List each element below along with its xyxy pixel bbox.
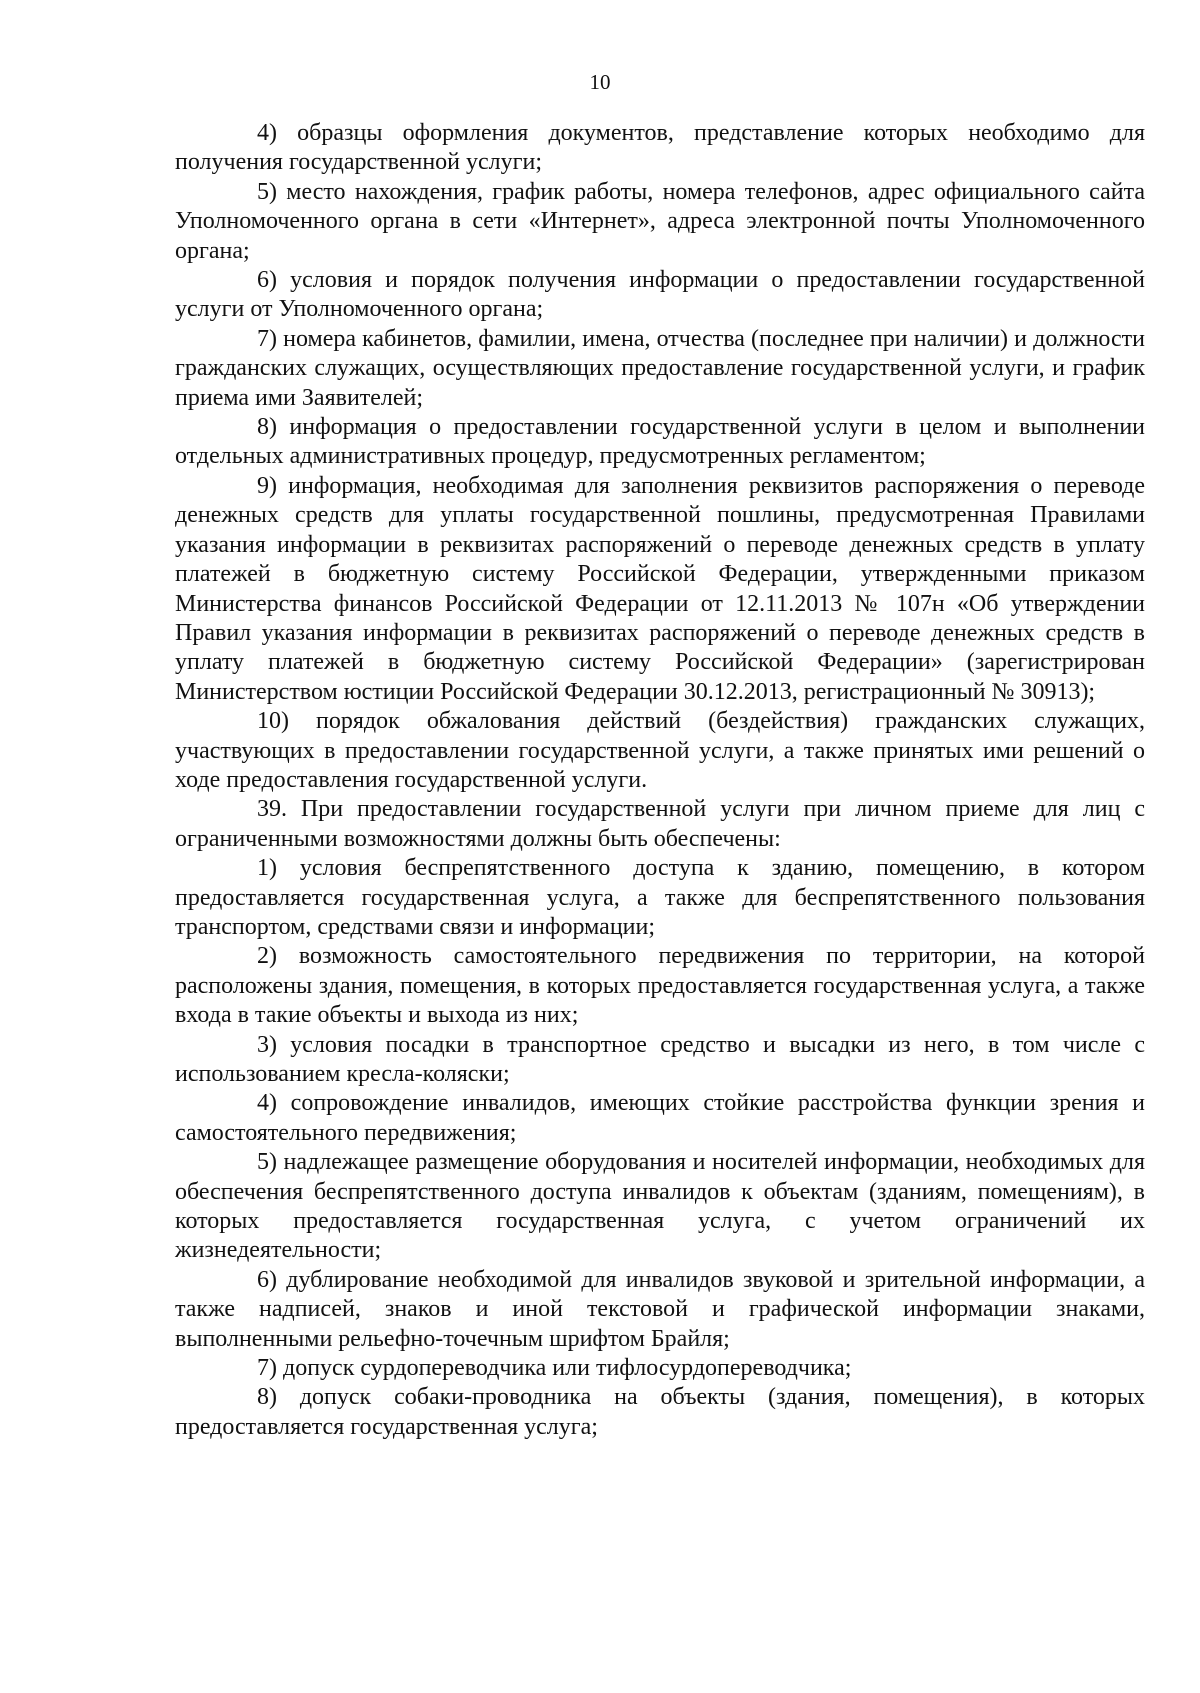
paragraph-sub-5: 5) надлежащее размещение оборудования и носителей информации, необходимых для обеспечения беспрепятственного доступа инвалидов к объектам (зданиям, помещениям), в которых предоставляется государственная услуга, с учетом ограничений их жизнедеятельности;: [175, 1149, 1145, 1264]
paragraph-item-8: 8) информация о предоставлении государственной услуги в целом и выполнении отдельных административных процедур, предусмотренных регламентом;: [175, 414, 1145, 470]
paragraph-sub-4: 4) сопровождение инвалидов, имеющих стойкие расстройства функции зрения и самостоятельного передвижения;: [175, 1090, 1145, 1146]
paragraph-sub-2: 2) возможность самостоятельного передвижения по территории, на которой расположены здания, помещения, в которых предоставляется государственная услуга, а также входа в такие объекты и выхода из них;: [175, 943, 1145, 1029]
document-body: [175, 119, 1145, 1442]
paragraph-section-39: 39. При предоставлении государственной услуги при личном приеме для лиц с ограниченными возможностями должны быть обеспечены:: [175, 796, 1145, 852]
paragraph-item-6: 6) условия и порядок получения информации о предоставлении государственной услуги от Уполномоченного органа;: [175, 267, 1145, 323]
paragraph-sub-3: 3) условия посадки в транспортное средство и высадки из него, в том числе с использованием кресла-коляски;: [175, 1031, 1145, 1087]
paragraph-item-5: 5) место нахождения, график работы, номера телефонов, адрес официального сайта Уполномоченного органа в сети «Интернет», адреса электронной почты Уполномоченного органа;: [175, 178, 1145, 264]
paragraph-item-10: 10) порядок обжалования действий (бездействия) гражданских служащих, участвующих в предоставлении государственной услуги, а также принятых ими решений о ходе предоставления государственной услуги.: [175, 708, 1145, 793]
paragraph-item-4: 4) образцы оформления документов, представление которых необходимо для получения государственной услуги;: [175, 120, 1145, 176]
paragraph-sub-6: 6) дублирование необходимой для инвалидов звуковой и зрительной информации, а также надписей, знаков и иной текстовой и графической информации знаками, выполненными рельефно-точечным шрифтом Брайля;: [175, 1266, 1145, 1352]
paragraph-sub-1: 1) условия беспрепятственного доступа к зданию, помещению, в котором предоставляется государственная услуга, а также для беспрепятственного пользования транспортом, средствами связи и информации;: [175, 855, 1145, 940]
page-number: 10: [589, 70, 611, 94]
paragraph-sub-7: 7) допуск сурдопереводчика или тифлосурдопереводчика;: [257, 1355, 852, 1382]
paragraph-sub-8: 8) допуск собаки-проводника на объекты (здания, помещения), в которых предоставляется государственная услуга;: [175, 1384, 1145, 1440]
paragraph-item-9: 9) информация, необходимая для заполнения реквизитов распоряжения о переводе денежных средств для уплаты государственной пошлины, предусмотренная Правилами указания информации в реквизитах распоряжений о переводе денежных средств в уплату платежей в бюджетную систему Российской Федерации, утвержденными приказом Министерства финансов Российской Федерации от 12.11.2013 № 107н «Об утверждении Правил указания информации в реквизитах распоряжений о переводе денежных средств в уплату платежей в бюджетную систему Российской Федерации» (зарегистрирован Министерством юстиции Российской Федерации 30.12.2013, регистрационный № 30913);: [175, 472, 1145, 705]
paragraph-item-7: 7) номера кабинетов, фамилии, имена, отчества (последнее при наличии) и должности гражданских служащих, осуществляющих предоставление государственной услуги, и график приема ими Заявителей;: [175, 325, 1145, 411]
